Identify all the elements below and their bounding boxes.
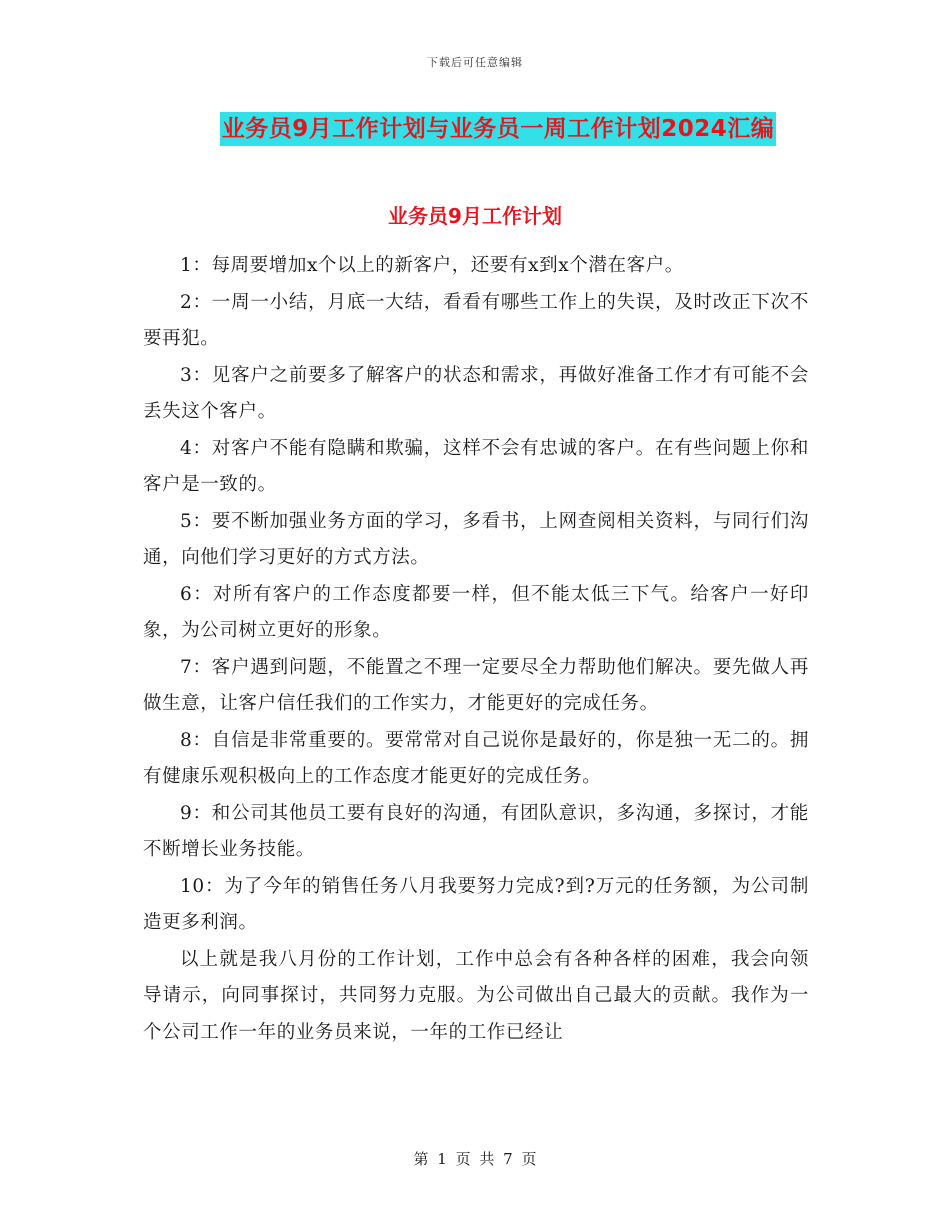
paragraph-9: 9：和公司其他员工要有良好的沟通，有团队意识，多沟通，多探讨，才能不断增长业务技能。 [143,802,809,860]
paragraph-8: 8：自信是非常重要的。要常常对自己说你是最好的，你是独一无二的。拥有健康乐观积极向上的工作态度才能更好的完成任务。 [143,729,809,787]
paragraph-5: 5：要不断加强业务方面的学习，多看书，上网查阅相关资料，与同行们沟通，向他们学习更好的方式方法。 [143,510,809,568]
paragraph-1: 1：每周要增加x个以上的新客户，还要有x到x个潜在客户。 [180,255,684,276]
paragraph-2: 2：一周一小结，月底一大结，看看有哪些工作上的失误，及时改正下次不要再犯。 [143,291,809,349]
paragraph-10: 10：为了今年的销售任务八月我要努力完成?到?万元的任务额，为公司制造更多利润。 [143,875,809,933]
paragraph-6: 6：对所有客户的工作态度都要一样，但不能太低三下气。给客户一好印象，为公司树立更好的形象。 [143,583,809,641]
section-title: 业务员9月工作计划 [388,204,562,228]
document-title-container [0,112,950,146]
paragraph-summary: 以上就是我八月份的工作计划，工作中总会有各种各样的困难，我会向领导请示，向同事探讨，共同努力克服。为公司做出自己最大的贡献。我作为一个公司工作一年的业务员来说，一年的工作已经让 [143,948,809,1043]
paragraph-3: 3：见客户之前要多了解客户的状态和需求，再做好准备工作才有可能不会丢失这个客户。 [143,364,809,422]
paragraph-4: 4：对客户不能有隐瞒和欺骗，这样不会有忠诚的客户。在有些问题上你和客户是一致的。 [143,437,809,495]
document-title: 业务员9月工作计划与业务员一周工作计划2024汇编 [220,112,777,146]
document-body [143,248,809,1051]
page-footer-page-number: 第 1 页 共 7 页 [413,1150,537,1168]
paragraph-7: 7：客户遇到问题，不能置之不理一定要尽全力帮助他们解决。要先做人再做生意，让客户信任我们的工作实力，才能更好的完成任务。 [143,656,809,714]
page-header-note: 下载后可任意编辑 [427,56,523,69]
